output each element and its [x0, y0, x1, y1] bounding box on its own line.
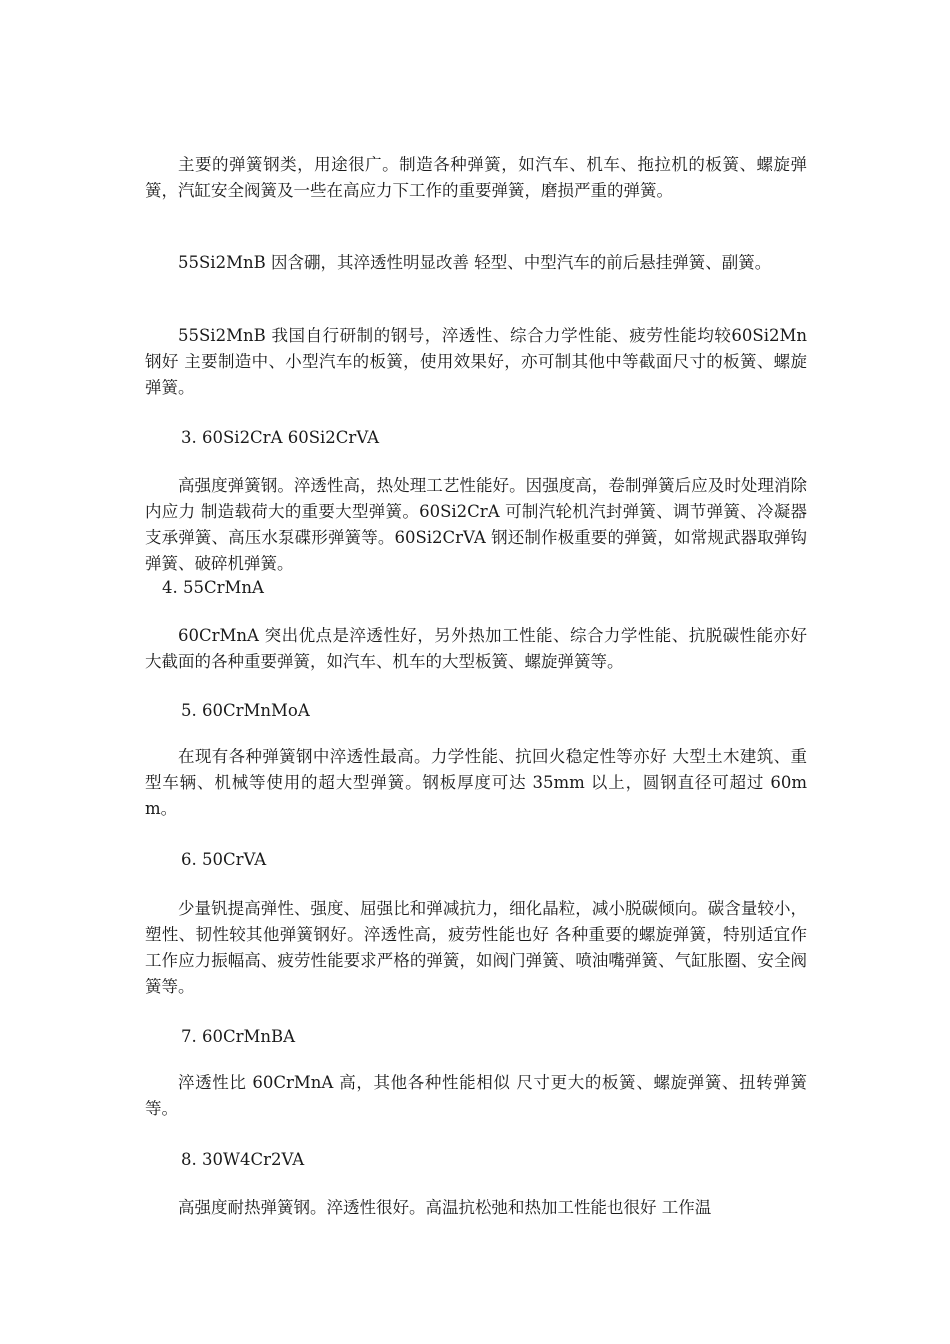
paragraph-spring-steel-intro: 主要的弹簧钢类，用途很广。制造各种弹簧，如汽车、机车、拖拉机的板簧、螺旋弹簧，汽缸安全阀簧及一些在高应力下工作的重要弹簧，磨损严重的弹簧。	[145, 155, 807, 200]
section-heading-6: 6. 50CrVA	[181, 850, 267, 869]
paragraph-60crmnmoa: 在现有各种弹簧钢中淬透性最高。力学性能、抗回火稳定性等亦好 大型土木建筑、重型车辆、机械等使用的超大型弹簧。钢板厚度可达 35mm 以上，圆钢直径可超过 60mm。	[145, 747, 807, 818]
paragraph-55si2mnb-domestic: 55Si2MnB 我国自行研制的钢号，淬透性、综合力学性能、疲劳性能均较60Si2Mn 钢好 主要制造中、小型汽车的板簧，使用效果好，亦可制其他中等截面尺寸的板簧、螺旋弹簧。	[145, 326, 807, 397]
section-heading-7: 7. 60CrMnBA	[181, 1027, 296, 1046]
section-heading-5: 5. 60CrMnMoA	[181, 701, 310, 720]
section-heading-4: 4. 55CrMnA	[162, 578, 264, 597]
paragraph-60crmna: 60CrMnA 突出优点是淬透性好，另外热加工性能、综合力学性能、抗脱碳性能亦好 大截面的各种重要弹簧，如汽车、机车的大型板簧、螺旋弹簧等。	[145, 626, 807, 671]
section-heading-3: 3. 60Si2CrA 60Si2CrVA	[181, 428, 380, 447]
paragraph-55si2mnb-boron: 55Si2MnB 因含硼，其淬透性明显改善 轻型、中型汽车的前后悬挂弹簧、副簧。	[178, 253, 772, 272]
section-heading-8: 8. 30W4Cr2VA	[181, 1150, 305, 1169]
paragraph-50crva: 少量钒提高弹性、强度、屈强比和弹减抗力，细化晶粒，减小脱碳倾向。碳含量较小，塑性、韧性较其他弹簧钢好。淬透性高，疲劳性能也好 各种重要的螺旋弹簧，特别适宜作工作应力振幅高、疲劳性能要求严格的弹簧，如阀门弹簧、喷油嘴弹簧、气缸胀圈、安全阀簧等。	[145, 899, 807, 996]
paragraph-30w4cr2va: 高强度耐热弹簧钢。淬透性很好。高温抗松弛和热加工性能也很好 工作温	[178, 1198, 712, 1217]
paragraph-60crmnba: 淬透性比 60CrMnA 高，其他各种性能相似 尺寸更大的板簧、螺旋弹簧、扭转弹簧等。	[145, 1073, 807, 1118]
paragraph-high-strength-spring-steel: 高强度弹簧钢。淬透性高，热处理工艺性能好。因强度高，卷制弹簧后应及时处理消除内应力 制造载荷大的重要大型弹簧。60Si2CrA 可制汽轮机汽封弹簧、调节弹簧、冷凝器支承弹簧、高压水泵碟形弹簧等。60Si2CrVA 钢还制作极重要的弹簧，如常规武器取弹钩弹簧、破碎机弹簧。	[145, 476, 807, 573]
